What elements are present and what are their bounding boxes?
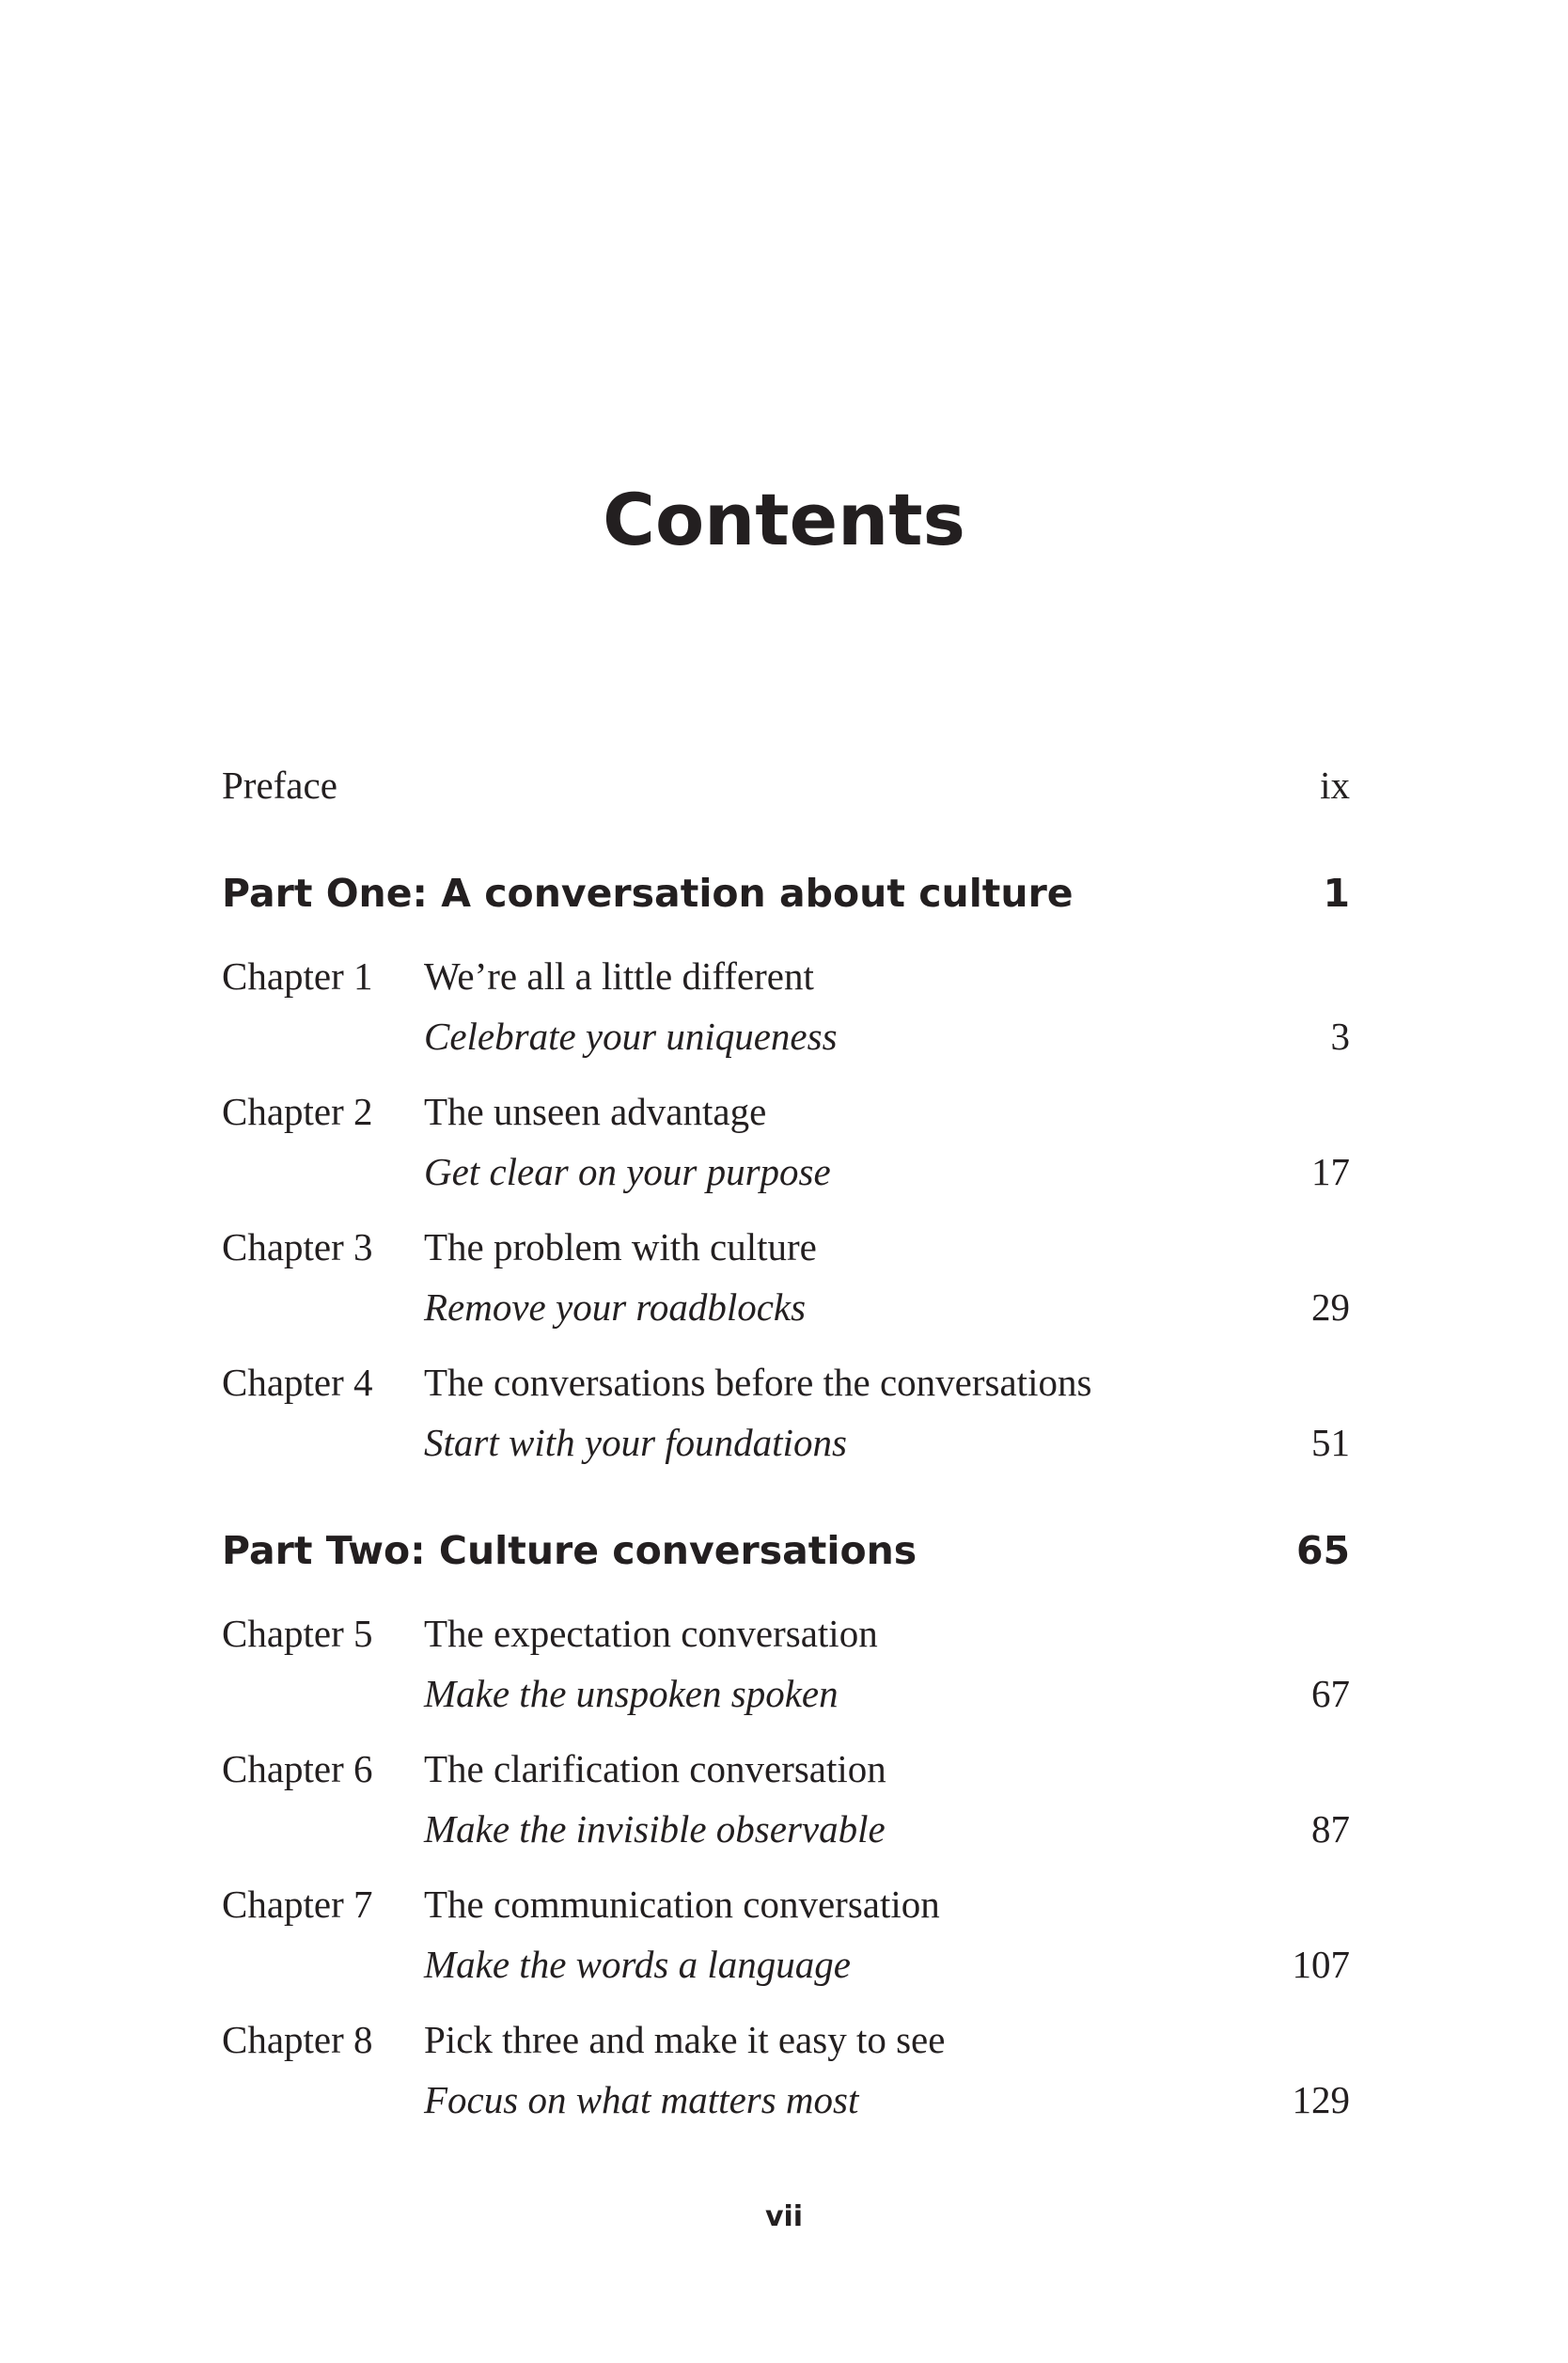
chapter-title: The clarification conversation <box>424 1747 886 1790</box>
chapter-subtitle: Start with your foundations <box>424 1421 847 1464</box>
toc-entry-preface <box>222 757 1350 813</box>
toc-entry-chapter-5 <box>222 1605 1350 1662</box>
toc-entry-subtitle <box>222 1279 1350 1335</box>
chapter-subtitle: Remove your roadblocks <box>424 1285 807 1329</box>
toc-entry-subtitle <box>222 2072 1350 2128</box>
toc-entry-chapter-2 <box>222 1083 1350 1140</box>
chapter-page: 51 <box>1311 1421 1350 1464</box>
preface-label: Preface <box>222 764 337 807</box>
chapter-title: The unseen advantage <box>424 1090 767 1133</box>
toc-entry-chapter-7 <box>222 1876 1350 1932</box>
part-heading <box>222 865 1350 922</box>
chapter-subtitle: Focus on what matters most <box>424 2078 859 2121</box>
chapter-page: 3 <box>1330 1015 1350 1058</box>
toc-entry-chapter-4 <box>222 1354 1350 1410</box>
chapter-label: Chapter 6 <box>222 1747 373 1790</box>
chapter-title: We’re all a little different <box>424 954 814 998</box>
toc-entry-subtitle <box>222 1801 1350 1857</box>
chapter-subtitle: Make the unspoken spoken <box>424 1672 839 1715</box>
chapter-title: The communication conversation <box>424 1883 940 1926</box>
chapter-label: Chapter 8 <box>222 2018 373 2061</box>
chapter-page: 67 <box>1311 1672 1350 1715</box>
toc-entry-chapter-8 <box>222 2011 1350 2068</box>
chapter-title: The conversations before the conversations <box>424 1361 1092 1404</box>
part-title: Part Two: Culture conversations <box>222 1528 917 1573</box>
chapter-page: 129 <box>1292 2078 1350 2121</box>
chapter-label: Chapter 1 <box>222 954 373 998</box>
chapter-page: 87 <box>1311 1807 1350 1851</box>
chapter-subtitle: Make the invisible observable <box>424 1807 886 1851</box>
page-title: Contents <box>603 478 965 561</box>
toc-entry-subtitle <box>222 1143 1350 1200</box>
toc-entry-subtitle <box>222 1414 1350 1471</box>
chapter-label: Chapter 4 <box>222 1361 373 1404</box>
toc-entry-chapter-3 <box>222 1219 1350 1275</box>
chapter-page: 29 <box>1311 1285 1350 1329</box>
chapter-title: The expectation conversation <box>424 1612 878 1655</box>
chapter-page: 17 <box>1311 1150 1350 1193</box>
chapter-title: Pick three and make it easy to see <box>424 2018 946 2061</box>
chapter-label: Chapter 3 <box>222 1225 373 1268</box>
chapter-label: Chapter 7 <box>222 1883 373 1926</box>
chapter-subtitle: Get clear on your purpose <box>424 1150 831 1193</box>
part-heading <box>222 1522 1350 1579</box>
chapter-subtitle: Celebrate your uniqueness <box>424 1015 838 1058</box>
part-page: 1 <box>1323 871 1350 916</box>
toc-entry-subtitle <box>222 1008 1350 1064</box>
chapter-label: Chapter 2 <box>222 1090 373 1133</box>
toc-entry-subtitle <box>222 1665 1350 1722</box>
part-title: Part One: A conversation about culture <box>222 871 1074 916</box>
chapter-page: 107 <box>1292 1943 1350 1986</box>
preface-page: ix <box>1320 764 1350 807</box>
toc-entry-subtitle <box>222 1936 1350 1993</box>
toc-entry-chapter-6 <box>222 1741 1350 1797</box>
part-page: 65 <box>1295 1528 1350 1573</box>
page-number: vii <box>764 2200 804 2233</box>
chapter-title: The problem with culture <box>424 1225 817 1268</box>
chapter-label: Chapter 5 <box>222 1612 373 1655</box>
chapter-subtitle: Make the words a language <box>424 1943 851 1986</box>
toc-entry-chapter-1 <box>222 948 1350 1004</box>
